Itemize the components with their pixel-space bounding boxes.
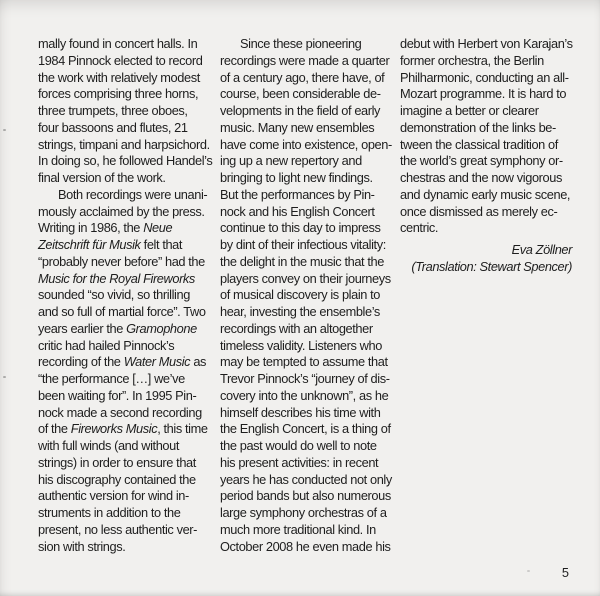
text-line (38, 539, 210, 556)
text-column (220, 36, 396, 555)
text-line (38, 204, 210, 221)
text-line (400, 242, 572, 259)
body-text: strings, timpani and harpsichord. (38, 136, 210, 152)
body-text: 1984 Pinnock elected to record (38, 52, 203, 68)
text-line (400, 86, 572, 103)
body-text: final version of the work. (38, 170, 166, 185)
body-text: But the performances by Pin- (220, 186, 375, 202)
text-line (220, 488, 396, 505)
body-text: period bands but also numerous (220, 488, 391, 504)
text-line (400, 153, 572, 170)
text-line (220, 254, 396, 271)
body-text: mally found in concert halls. In (38, 36, 198, 51)
italic-text: Eva Zöllner (511, 242, 572, 257)
body-text: the past would do well to note (220, 438, 377, 453)
text-line (38, 354, 210, 371)
body-text: of the (38, 421, 71, 437)
body-text: timeless validity. Listeners who (220, 337, 382, 353)
text-line (400, 259, 572, 276)
text-column (400, 36, 572, 276)
body-text: “the performance […] we’ve (38, 371, 185, 386)
text-line (400, 204, 572, 221)
body-text: of musical discovery is plain to (220, 287, 381, 303)
text-line (38, 36, 210, 53)
text-line (400, 170, 572, 187)
body-text: four bassoons and flutes, 21 (38, 119, 188, 135)
scan-artifact (3, 376, 6, 378)
text-line (220, 354, 396, 371)
body-text: sounded “so vivid, so thrilling (38, 287, 190, 303)
body-text: “probably never before” had the (38, 253, 205, 269)
page-number: 5 (561, 565, 569, 580)
text-line (38, 137, 210, 154)
text-line (38, 153, 213, 170)
text-line (220, 36, 396, 53)
text-line (220, 187, 396, 204)
text-line (38, 220, 210, 237)
body-text: large symphony orchestras of a (220, 505, 387, 520)
italic-text: (Translation: Stewart Spencer) (411, 258, 572, 274)
text-line (220, 287, 396, 304)
text-column (38, 36, 213, 555)
text-line (220, 388, 396, 405)
text-line (220, 405, 396, 422)
body-text: authentic version for wind in- (38, 488, 189, 504)
scan-artifact (3, 129, 6, 131)
text-line (400, 53, 572, 70)
text-line (400, 36, 572, 53)
text-line (220, 321, 396, 338)
text-line (220, 472, 396, 489)
italic-text: Neue (143, 220, 173, 236)
body-text: the world’s great symphony or- (400, 153, 563, 169)
body-text: mously acclaimed by the press. (38, 203, 205, 219)
text-line (38, 86, 210, 103)
text-line (220, 338, 396, 355)
body-text: recordings with an altogether (220, 320, 373, 336)
body-text: struments in addition to the (38, 505, 181, 520)
body-text: course, been considerable de- (220, 86, 381, 102)
text-line (38, 421, 210, 438)
body-text: Philharmonic, conducting an all- (400, 69, 569, 85)
body-text: sion with strings. (38, 538, 126, 554)
body-text: hear, investing the ensemble’s (220, 304, 380, 319)
body-text: of a century ago, there have, of (220, 69, 385, 85)
body-text: his discography contained the (38, 471, 196, 487)
text-line (38, 405, 210, 422)
body-text: the English Concert, is a thing of (220, 421, 391, 437)
text-line (38, 103, 210, 120)
body-text: nock made a second recording (38, 404, 202, 420)
body-text: tween the classical tradition of (400, 136, 558, 152)
text-line (38, 254, 210, 271)
body-text: players convey on their journeys (220, 270, 391, 286)
body-text: former orchestra, the Berlin (400, 52, 544, 68)
body-text: October 2008 he even made his (220, 538, 391, 554)
body-text: forces comprising three horns, (38, 86, 199, 102)
text-line (220, 103, 396, 120)
italic-text: Zeitschrift für Musik (38, 237, 141, 252)
text-line (220, 170, 396, 187)
text-line (400, 220, 572, 237)
body-text: present, no less authentic ver- (38, 521, 198, 537)
body-text: recording of the (38, 354, 124, 370)
body-text: with full winds (and without (38, 438, 180, 453)
body-text: felt that (140, 237, 183, 252)
body-text: centric. (400, 220, 439, 236)
body-text: Writing in 1986, the (38, 220, 144, 236)
text-line (400, 103, 572, 120)
body-text: years he has conducted not only (220, 471, 392, 487)
body-text: continue to this day to impress (220, 220, 381, 236)
body-text: demonstration of the links be- (400, 119, 556, 135)
text-line (220, 70, 396, 87)
text-line (220, 371, 396, 388)
body-text: as (190, 354, 207, 370)
body-text: chestras and the now vigorous (400, 170, 562, 185)
text-line (220, 120, 396, 137)
scan-artifact (527, 570, 530, 572)
text-line (38, 438, 210, 455)
italic-text: Water Music (123, 354, 191, 370)
body-text: music. Many new ensembles (220, 119, 375, 135)
body-text: ing up a new repertory and (220, 153, 362, 169)
body-text: years earlier the (38, 320, 127, 336)
body-text: In doing so, he followed Handel’s (38, 153, 213, 169)
body-text: bringing to light new findings. (220, 170, 373, 185)
text-line (38, 70, 210, 87)
body-text: critic had hailed Pinnock’s (38, 337, 175, 353)
text-line (220, 522, 396, 539)
text-line (38, 237, 210, 254)
text-line (220, 220, 396, 237)
text-line (400, 120, 572, 137)
body-text: Mozart programme. It is hard to (400, 86, 567, 102)
text-line (38, 120, 210, 137)
text-line (38, 338, 210, 355)
text-line (220, 505, 396, 522)
italic-text: Music for the Royal Fireworks (38, 270, 195, 286)
text-line (38, 455, 210, 472)
italic-text: Fireworks Music (70, 421, 158, 437)
text-line (220, 204, 396, 221)
text-line (220, 438, 396, 455)
body-text: , this time (157, 421, 208, 437)
text-line (220, 137, 396, 154)
text-line (38, 271, 210, 288)
body-text: Trevor Pinnock’s “journey of dis- (220, 371, 390, 386)
text-line (220, 539, 396, 556)
text-line (220, 153, 396, 170)
text-line (220, 421, 396, 438)
italic-text: Gramophone (126, 320, 197, 336)
text-line (38, 170, 210, 187)
text-line (38, 371, 210, 388)
body-text: three trumpets, three oboes, (38, 103, 188, 118)
body-text: by dint of their infectious vitality: (220, 237, 386, 252)
body-text: strings) in order to ensure that (38, 454, 196, 470)
text-line (38, 53, 210, 70)
text-line (220, 304, 396, 321)
body-text: covery into the unknown”, as he (220, 387, 389, 403)
text-line (38, 187, 210, 204)
body-text: himself describes his time with (220, 404, 381, 420)
body-text: the work with relatively modest (38, 69, 200, 85)
body-text: been waiting for”. In 1995 Pin- (38, 387, 197, 403)
body-text: and so full of martial force”. Two (38, 304, 206, 319)
body-text: and dynamic early music scene, (400, 186, 571, 202)
body-text: nock and his English Concert (220, 203, 375, 219)
body-text: debut with Herbert von Karajan’s (400, 36, 573, 51)
text-line (38, 287, 210, 304)
body-text: once dismissed as merely ec- (400, 203, 558, 219)
text-line (400, 137, 572, 154)
body-text: his present activities: in recent (220, 454, 379, 470)
body-text: may be tempted to assume that (220, 354, 388, 370)
text-line (38, 321, 210, 338)
body-text: much more traditional kind. In (220, 521, 376, 537)
text-line (220, 271, 396, 288)
body-text: recordings were made a quarter (220, 52, 390, 68)
text-line (38, 522, 210, 539)
text-line (38, 505, 210, 522)
text-line (220, 53, 396, 70)
text-line (38, 304, 210, 321)
body-text: imagine a better or clearer (400, 103, 539, 118)
body-text: the delight in the music that the (220, 253, 384, 269)
body-text: have come into existence, open- (220, 136, 392, 152)
body-text: Both recordings were unani- (58, 186, 208, 202)
text-line (400, 187, 572, 204)
text-line (38, 488, 210, 505)
text-line (38, 472, 210, 489)
text-line (220, 455, 396, 472)
body-text: Since these pioneering (240, 36, 362, 51)
text-line (220, 237, 396, 254)
body-text: velopments in the field of early (220, 103, 381, 118)
text-line (220, 86, 396, 103)
text-line (400, 70, 572, 87)
text-line (38, 388, 210, 405)
